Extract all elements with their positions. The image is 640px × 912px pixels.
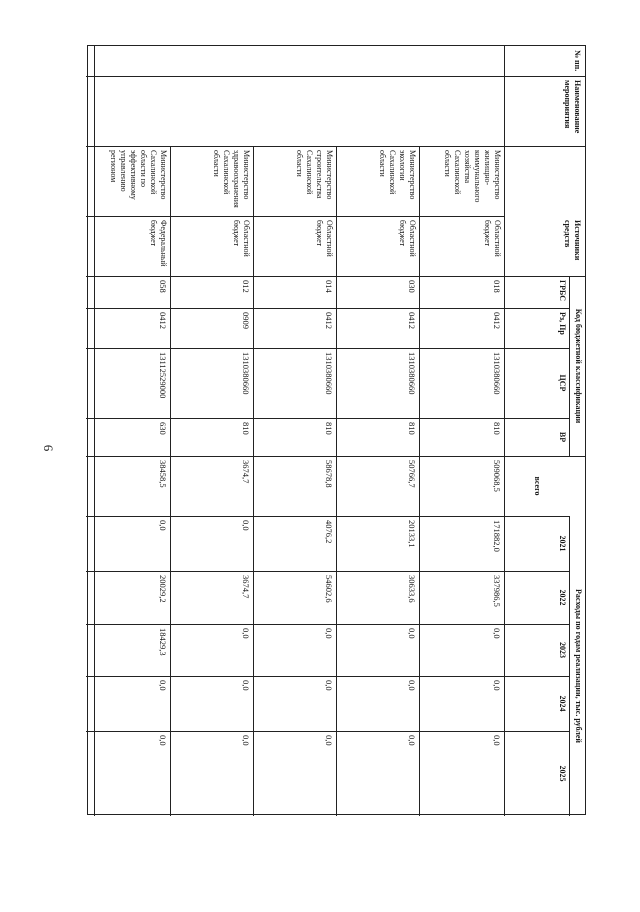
row-5-2023: 18429,3 bbox=[158, 628, 168, 656]
row-2-source: Областной бюджет bbox=[398, 220, 417, 257]
page-number: 6 bbox=[41, 444, 56, 452]
header-year-2024: 2024 bbox=[558, 695, 567, 712]
row-3-2021: 4076,2 bbox=[324, 520, 334, 544]
row-2-2023: 0,0 bbox=[407, 628, 417, 639]
row-1-2024: 0,0 bbox=[492, 680, 502, 691]
row-4-org: Министерство здравоохранения Сахалинской области bbox=[212, 150, 251, 208]
row-5-2025: 0,0 bbox=[158, 735, 168, 746]
header-csr: ЦСР bbox=[558, 374, 567, 392]
row-5-2022: 20029,2 bbox=[158, 575, 168, 603]
row-3-source: Областной бюджет bbox=[315, 220, 334, 257]
row-4-2023: 0,0 bbox=[241, 628, 251, 639]
row-2-org: Министерство экологии Сахалинской области bbox=[378, 150, 417, 200]
row-5-grbs: 058 bbox=[158, 280, 168, 293]
header-expenses: Расходы по годам реализации, тыс. рублей bbox=[574, 588, 583, 744]
row-2-2025: 0,0 bbox=[407, 735, 417, 746]
row-5-org: Министерство Сахалинской области по эффективному управлению регионом bbox=[109, 150, 168, 200]
row-5-vr: 630 bbox=[158, 422, 168, 435]
row-4-vr: 810 bbox=[241, 422, 251, 435]
budget-table bbox=[87, 45, 586, 815]
row-5-rzpr: 0412 bbox=[158, 312, 168, 329]
row-2-total: 50766,7 bbox=[407, 460, 417, 488]
row-2-2022: 30633,6 bbox=[407, 575, 417, 603]
row-3-total: 58678,8 bbox=[324, 460, 334, 488]
row-1-rzpr: 0412 bbox=[492, 312, 502, 329]
row-2-2024: 0,0 bbox=[407, 680, 417, 691]
header-year-2023: 2023 bbox=[558, 642, 567, 658]
row-1-2023: 0,0 bbox=[492, 628, 502, 639]
row-3-vr: 810 bbox=[324, 422, 334, 435]
row-1-2025: 0,0 bbox=[492, 735, 502, 746]
header-total: всего bbox=[533, 476, 542, 496]
header-year-2022: 2022 bbox=[558, 589, 567, 606]
row-4-csr: 1310380660 bbox=[241, 352, 251, 395]
row-1-grbs: 018 bbox=[492, 280, 502, 293]
row-4-total: 3674,7 bbox=[241, 460, 251, 484]
header-budget-code: Код бюджетной классификации bbox=[574, 308, 583, 424]
row-5-2021: 0,0 bbox=[158, 520, 168, 531]
row-2-csr: 1310380660 bbox=[407, 352, 417, 395]
header-vr: ВР bbox=[558, 431, 567, 443]
row-3-csr: 1310380660 bbox=[324, 352, 334, 395]
row-2-rzpr: 0412 bbox=[407, 312, 417, 329]
row-3-rzpr: 0412 bbox=[324, 312, 334, 329]
header-name: Наименование мероприятия bbox=[563, 80, 582, 134]
header-source: Источники средств bbox=[563, 220, 582, 261]
table-wrapper bbox=[87, 45, 586, 815]
row-2-vr: 810 bbox=[407, 422, 417, 435]
row-3-2025: 0,0 bbox=[324, 735, 334, 746]
header-year-2025: 2025 bbox=[558, 765, 567, 782]
row-1-org: Министерство жилищно-коммунального хозяйства Сахалинской области bbox=[443, 150, 502, 203]
row-5-source: Федеральный бюджет bbox=[149, 220, 168, 267]
row-5-total: 38458,5 bbox=[158, 460, 168, 488]
row-3-2024: 0,0 bbox=[324, 680, 334, 691]
row-4-rzpr: 0909 bbox=[241, 312, 251, 329]
row-1-total: 509068,5 bbox=[492, 460, 502, 492]
row-3-org: Министерство строительства Сахалинской области bbox=[295, 150, 334, 200]
row-4-2025: 0,0 bbox=[241, 735, 251, 746]
row-3-2023: 0,0 bbox=[324, 628, 334, 639]
row-4-2022: 3674,7 bbox=[241, 575, 251, 599]
row-5-csr: 13112529000 bbox=[158, 352, 168, 399]
row-2-2021: 20133,1 bbox=[407, 520, 417, 548]
row-1-2022: 337986,5 bbox=[492, 575, 502, 607]
header-grbs: ГРБС bbox=[558, 280, 567, 301]
row-1-csr: 1310380660 bbox=[492, 352, 502, 395]
row-1-vr: 810 bbox=[492, 422, 502, 435]
header-year-2021: 2021 bbox=[558, 535, 567, 552]
row-4-grbs: 012 bbox=[241, 280, 251, 293]
row-5-2024: 0,0 bbox=[158, 680, 168, 691]
header-no: № пп. bbox=[573, 50, 582, 72]
row-1-source: Областной бюджет bbox=[483, 220, 502, 257]
row-1-2021: 171882,0 bbox=[492, 520, 502, 552]
row-4-2021: 0,0 bbox=[241, 520, 251, 531]
row-4-2024: 0,0 bbox=[241, 680, 251, 691]
header-rzpr: Рз, Пр bbox=[558, 312, 567, 335]
row-3-2022: 54602,6 bbox=[324, 575, 334, 603]
row-3-grbs: 014 bbox=[324, 280, 334, 293]
row-4-source: Областной бюджет bbox=[232, 220, 251, 257]
row-2-grbs: 030 bbox=[407, 280, 417, 293]
